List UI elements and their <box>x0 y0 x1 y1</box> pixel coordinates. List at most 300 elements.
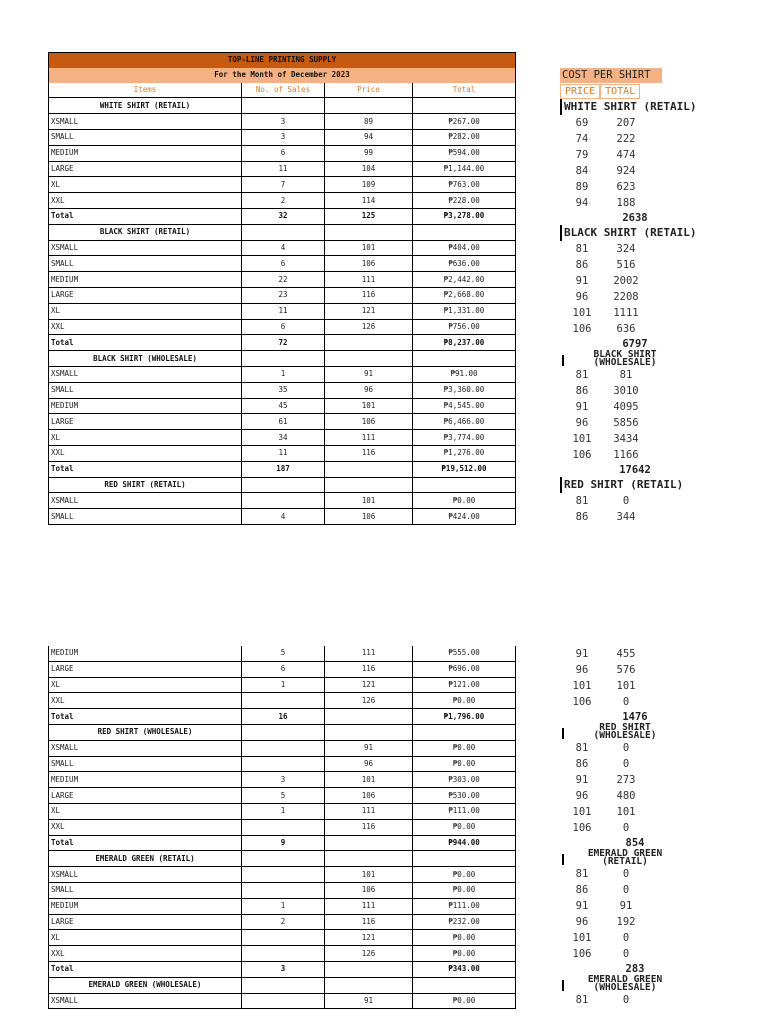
sales-cell <box>242 693 325 709</box>
total-cell: ₱756.00 <box>413 319 516 335</box>
total-cell: ₱0.00 <box>413 693 516 709</box>
empty-cell <box>242 351 325 367</box>
cost-row <box>560 305 700 321</box>
sales-cell: 3 <box>242 772 325 788</box>
cost-total: 222 <box>616 133 636 145</box>
sales-cell: 6 <box>242 319 325 335</box>
cost-row <box>560 914 700 930</box>
cost-row <box>560 147 700 163</box>
cost-row <box>560 179 700 195</box>
sales-cell: 6 <box>242 256 325 272</box>
group-name: RED SHIRT (RETAIL) <box>49 477 242 493</box>
total-row <box>49 335 516 351</box>
cost-group-total: 1476 <box>622 711 648 723</box>
total-cell: ₱0.00 <box>413 930 516 946</box>
sales-cell <box>242 756 325 772</box>
price-cell: 116 <box>325 287 413 303</box>
table-row <box>49 272 516 288</box>
cost-group-name <box>560 850 690 866</box>
cost-total: 480 <box>616 790 636 802</box>
cost-price: 96 <box>575 916 589 928</box>
sales-table-page-2 <box>48 646 516 1009</box>
group-marker <box>562 728 564 739</box>
cost-row <box>560 257 700 273</box>
item-cell: Total <box>49 709 242 725</box>
cost-price: 86 <box>575 385 589 397</box>
sales-table-page-1 <box>48 52 516 525</box>
cost-price: 79 <box>575 149 589 161</box>
sales-cell: 6 <box>242 661 325 677</box>
price-cell: 101 <box>325 867 413 883</box>
sales-cell: 4 <box>242 240 325 256</box>
item-cell: MEDIUM <box>49 646 242 661</box>
group-name: BLACK SHIRT (WHOLESALE) <box>49 351 242 367</box>
group-header-row <box>49 224 516 240</box>
price-cell <box>325 335 413 351</box>
item-cell: XL <box>49 930 242 946</box>
total-cell: ₱111.00 <box>413 898 516 914</box>
item-cell: XSMALL <box>49 740 242 756</box>
price-cell <box>325 835 413 851</box>
item-cell: XL <box>49 430 242 446</box>
sales-cell: 72 <box>242 335 325 351</box>
sales-cell: 1 <box>242 898 325 914</box>
item-cell: LARGE <box>49 788 242 804</box>
table-row <box>49 646 516 661</box>
group-header-row <box>49 977 516 993</box>
cost-group-line-1: RED SHIRT <box>599 722 651 733</box>
total-cell: ₱1,796.00 <box>413 709 516 725</box>
price-cell: 106 <box>325 882 413 898</box>
total-cell: ₱0.00 <box>413 493 516 509</box>
total-cell: ₱404.00 <box>413 240 516 256</box>
cost-total: 324 <box>616 243 636 255</box>
cost-per-shirt-title: COST PER SHIRT <box>560 68 662 83</box>
sales-cell: 187 <box>242 461 325 477</box>
empty-cell <box>242 724 325 740</box>
cost-row <box>560 930 700 946</box>
cost-group-line-1: EMERALD GREEN <box>587 974 663 985</box>
table-row <box>49 898 516 914</box>
cost-total: 273 <box>616 774 636 786</box>
cost-price: 106 <box>572 822 592 834</box>
group-header-row <box>49 724 516 740</box>
cost-header-total: TOTAL <box>600 84 640 99</box>
sales-cell: 4 <box>242 509 325 525</box>
price-cell <box>325 709 413 725</box>
cost-price: 91 <box>575 648 589 660</box>
cost-row <box>560 163 700 179</box>
item-cell: LARGE <box>49 914 242 930</box>
price-cell: 126 <box>325 693 413 709</box>
cost-price: 94 <box>575 197 589 209</box>
cost-total: 1111 <box>613 307 639 319</box>
cost-total: 0 <box>622 868 630 880</box>
table-row <box>49 946 516 962</box>
total-cell: ₱232.00 <box>413 914 516 930</box>
sales-cell: 23 <box>242 287 325 303</box>
table-row <box>49 240 516 256</box>
cost-row <box>560 898 700 914</box>
empty-cell <box>325 724 413 740</box>
table-row <box>49 993 516 1009</box>
table-row <box>49 803 516 819</box>
table-row <box>49 493 516 509</box>
cost-total: 101 <box>616 680 636 692</box>
sales-cell: 7 <box>242 177 325 193</box>
group-header-row <box>49 98 516 114</box>
empty-cell <box>413 477 516 493</box>
cost-row <box>560 756 700 772</box>
group-marker <box>562 854 564 865</box>
cost-group-total: 6797 <box>622 338 648 350</box>
table-row <box>49 509 516 525</box>
cost-price: 86 <box>575 884 589 896</box>
cost-price: 96 <box>575 291 589 303</box>
price-cell: 121 <box>325 677 413 693</box>
item-cell: Total <box>49 208 242 224</box>
item-cell: MEDIUM <box>49 398 242 414</box>
total-cell: ₱2,442.00 <box>413 272 516 288</box>
item-cell: MEDIUM <box>49 772 242 788</box>
total-cell: ₱1,331.00 <box>413 303 516 319</box>
cost-row <box>560 694 700 710</box>
cost-total: 3434 <box>613 433 639 445</box>
total-cell: ₱594.00 <box>413 145 516 161</box>
group-name: WHITE SHIRT (RETAIL) <box>49 98 242 114</box>
price-cell: 114 <box>325 193 413 209</box>
price-cell: 111 <box>325 803 413 819</box>
total-cell: ₱530.00 <box>413 788 516 804</box>
cost-row <box>560 399 700 415</box>
cost-total: 0 <box>622 696 630 708</box>
cost-price: 91 <box>575 774 589 786</box>
cost-row <box>560 415 700 431</box>
cost-price: 91 <box>575 401 589 413</box>
price-cell <box>325 961 413 977</box>
empty-cell <box>413 351 516 367</box>
total-cell: ₱8,237.00 <box>413 335 516 351</box>
price-cell: 106 <box>325 414 413 430</box>
total-cell: ₱0.00 <box>413 946 516 962</box>
item-cell: MEDIUM <box>49 898 242 914</box>
cost-total: 192 <box>616 916 636 928</box>
group-name: RED SHIRT (WHOLESALE) <box>49 724 242 740</box>
cost-price: 81 <box>575 868 589 880</box>
group-header-row <box>49 351 516 367</box>
cost-total: 1166 <box>613 449 639 461</box>
cost-row <box>560 866 700 882</box>
sales-cell <box>242 993 325 1009</box>
item-cell: SMALL <box>49 882 242 898</box>
table-row <box>49 445 516 461</box>
cost-price: 91 <box>575 900 589 912</box>
sales-cell: 34 <box>242 430 325 446</box>
item-cell: XXL <box>49 946 242 962</box>
price-cell: 91 <box>325 993 413 1009</box>
cost-price: 81 <box>575 495 589 507</box>
table-row <box>49 145 516 161</box>
cost-price: 81 <box>575 742 589 754</box>
sales-cell <box>242 740 325 756</box>
sales-cell: 1 <box>242 677 325 693</box>
sales-cell: 61 <box>242 414 325 430</box>
table-row <box>49 693 516 709</box>
table-row <box>49 677 516 693</box>
price-cell: 96 <box>325 382 413 398</box>
total-row <box>49 709 516 725</box>
table-row <box>49 319 516 335</box>
cost-total: 623 <box>616 181 636 193</box>
cost-price: 89 <box>575 181 589 193</box>
cost-total: 2208 <box>613 291 639 303</box>
price-cell: 96 <box>325 756 413 772</box>
total-cell: ₱1,276.00 <box>413 445 516 461</box>
cost-group-name <box>560 351 690 367</box>
total-cell: ₱0.00 <box>413 882 516 898</box>
cost-row <box>560 946 700 962</box>
cost-row <box>560 788 700 804</box>
total-cell: ₱4,545.00 <box>413 398 516 414</box>
total-row <box>49 208 516 224</box>
table-row <box>49 414 516 430</box>
cost-total: 0 <box>622 495 630 507</box>
cost-per-shirt-panel-page-1 <box>560 68 700 525</box>
total-cell: ₱6,466.00 <box>413 414 516 430</box>
item-cell: XL <box>49 303 242 319</box>
sales-cell: 45 <box>242 398 325 414</box>
price-cell: 111 <box>325 430 413 446</box>
group-name: BLACK SHIRT (RETAIL) <box>49 224 242 240</box>
total-cell: ₱555.00 <box>413 646 516 661</box>
empty-cell <box>413 851 516 867</box>
cost-row <box>560 509 700 525</box>
table-row <box>49 914 516 930</box>
sales-cell <box>242 819 325 835</box>
item-cell: SMALL <box>49 256 242 272</box>
item-cell: XXL <box>49 193 242 209</box>
total-cell: ₱2,668.00 <box>413 287 516 303</box>
cost-total: 81 <box>619 369 633 381</box>
sheet-title-row <box>49 53 516 68</box>
table-row <box>49 430 516 446</box>
sales-cell: 6 <box>242 145 325 161</box>
total-cell: ₱3,278.00 <box>413 208 516 224</box>
sales-cell <box>242 882 325 898</box>
cost-price: 91 <box>575 275 589 287</box>
price-cell: 111 <box>325 272 413 288</box>
header-sales: No. of Sales <box>242 83 325 98</box>
cost-row <box>560 804 700 820</box>
cost-per-shirt-panel-page-2 <box>560 646 700 1008</box>
cost-price: 86 <box>575 758 589 770</box>
empty-cell <box>325 977 413 993</box>
sales-cell: 3 <box>242 961 325 977</box>
total-cell: ₱696.00 <box>413 661 516 677</box>
cost-row <box>560 115 700 131</box>
cost-total: 3010 <box>613 385 639 397</box>
sales-cell: 3 <box>242 114 325 130</box>
sales-cell: 22 <box>242 272 325 288</box>
price-cell: 101 <box>325 772 413 788</box>
cost-total: 576 <box>616 664 636 676</box>
cost-group-name <box>560 976 690 992</box>
total-cell: ₱424.00 <box>413 509 516 525</box>
empty-cell <box>413 977 516 993</box>
cost-header-price: PRICE <box>560 84 600 99</box>
table-row <box>49 287 516 303</box>
sales-cell: 1 <box>242 366 325 382</box>
total-cell: ₱0.00 <box>413 867 516 883</box>
price-cell: 109 <box>325 177 413 193</box>
cost-row <box>560 447 700 463</box>
table-row <box>49 788 516 804</box>
price-cell: 116 <box>325 914 413 930</box>
cost-price: 81 <box>575 243 589 255</box>
cost-total: 2002 <box>613 275 639 287</box>
cost-row <box>560 493 700 509</box>
sales-cell <box>242 946 325 962</box>
total-cell: ₱19,512.00 <box>413 461 516 477</box>
cost-row <box>560 740 700 756</box>
total-cell: ₱944.00 <box>413 835 516 851</box>
item-cell: SMALL <box>49 509 242 525</box>
cost-price: 81 <box>575 369 589 381</box>
cost-row <box>560 431 700 447</box>
item-cell: XXL <box>49 445 242 461</box>
cost-total: 516 <box>616 259 636 271</box>
cost-row <box>560 241 700 257</box>
sheet-subtitle-row <box>49 68 516 83</box>
empty-cell <box>413 98 516 114</box>
item-cell: SMALL <box>49 129 242 145</box>
sales-cell <box>242 930 325 946</box>
cost-group-total: 2638 <box>622 212 648 224</box>
cost-total: 101 <box>616 806 636 818</box>
item-cell: XSMALL <box>49 240 242 256</box>
table-row <box>49 867 516 883</box>
empty-cell <box>413 224 516 240</box>
total-cell: ₱111.00 <box>413 803 516 819</box>
price-cell: 111 <box>325 898 413 914</box>
price-cell: 121 <box>325 930 413 946</box>
price-cell: 116 <box>325 445 413 461</box>
sales-cell: 11 <box>242 303 325 319</box>
sales-cell: 11 <box>242 161 325 177</box>
cost-total: 207 <box>616 117 636 129</box>
price-cell: 106 <box>325 509 413 525</box>
item-cell: LARGE <box>49 661 242 677</box>
item-cell: Total <box>49 835 242 851</box>
cost-price: 106 <box>572 323 592 335</box>
cost-price: 106 <box>572 948 592 960</box>
total-row <box>49 461 516 477</box>
total-cell: ₱282.00 <box>413 129 516 145</box>
cost-price: 101 <box>572 433 592 445</box>
cost-price: 84 <box>575 165 589 177</box>
sales-cell: 2 <box>242 193 325 209</box>
item-cell: LARGE <box>49 414 242 430</box>
cost-header-row <box>560 84 700 99</box>
cost-total: 4095 <box>613 401 639 413</box>
cost-row <box>560 678 700 694</box>
price-cell: 116 <box>325 819 413 835</box>
price-cell: 101 <box>325 398 413 414</box>
cost-group-name: BLACK SHIRT (RETAIL) <box>560 225 700 241</box>
group-header-row <box>49 477 516 493</box>
column-header-row <box>49 83 516 98</box>
total-cell: ₱763.00 <box>413 177 516 193</box>
cost-row <box>560 195 700 211</box>
cost-group-line-1: EMERALD GREEN <box>587 848 663 859</box>
table-row <box>49 398 516 414</box>
cost-group-line-2: (WHOLESALE) <box>593 982 657 993</box>
sales-cell: 32 <box>242 208 325 224</box>
cost-row <box>560 321 700 337</box>
price-cell: 94 <box>325 129 413 145</box>
item-cell: Total <box>49 461 242 477</box>
cost-row <box>560 882 700 898</box>
price-cell: 106 <box>325 256 413 272</box>
cost-group-name <box>560 724 690 740</box>
empty-cell <box>242 98 325 114</box>
cost-price: 96 <box>575 790 589 802</box>
group-marker <box>562 355 564 366</box>
cost-price: 101 <box>572 680 592 692</box>
cost-group-line-1: BLACK SHIRT <box>593 349 657 360</box>
cost-total: 0 <box>622 994 630 1006</box>
total-cell: ₱636.00 <box>413 256 516 272</box>
table-row <box>49 161 516 177</box>
cost-group-name: RED SHIRT (RETAIL) <box>560 477 700 493</box>
total-cell: ₱267.00 <box>413 114 516 130</box>
table-row <box>49 366 516 382</box>
cost-total: 0 <box>622 884 630 896</box>
price-cell <box>325 461 413 477</box>
cost-price: 106 <box>572 696 592 708</box>
item-cell: MEDIUM <box>49 145 242 161</box>
item-cell: SMALL <box>49 756 242 772</box>
total-cell: ₱303.00 <box>413 772 516 788</box>
item-cell: MEDIUM <box>49 272 242 288</box>
table-row <box>49 756 516 772</box>
item-cell: LARGE <box>49 161 242 177</box>
cost-row <box>560 273 700 289</box>
cost-price: 106 <box>572 449 592 461</box>
cost-total: 0 <box>622 822 630 834</box>
price-cell: 116 <box>325 661 413 677</box>
sales-cell: 16 <box>242 709 325 725</box>
cost-total: 91 <box>619 900 633 912</box>
item-cell: SMALL <box>49 382 242 398</box>
empty-cell <box>325 98 413 114</box>
item-cell: XSMALL <box>49 114 242 130</box>
total-row <box>49 835 516 851</box>
sales-cell <box>242 867 325 883</box>
total-row <box>49 961 516 977</box>
item-cell: XL <box>49 677 242 693</box>
cost-row <box>560 662 700 678</box>
cost-group-total: 17642 <box>619 464 651 476</box>
item-cell: LARGE <box>49 287 242 303</box>
cost-price: 101 <box>572 806 592 818</box>
group-name: EMERALD GREEN (RETAIL) <box>49 851 242 867</box>
item-cell: Total <box>49 961 242 977</box>
cost-row <box>560 289 700 305</box>
cost-group-total: 854 <box>625 837 645 849</box>
item-cell: Total <box>49 335 242 351</box>
table-row <box>49 177 516 193</box>
